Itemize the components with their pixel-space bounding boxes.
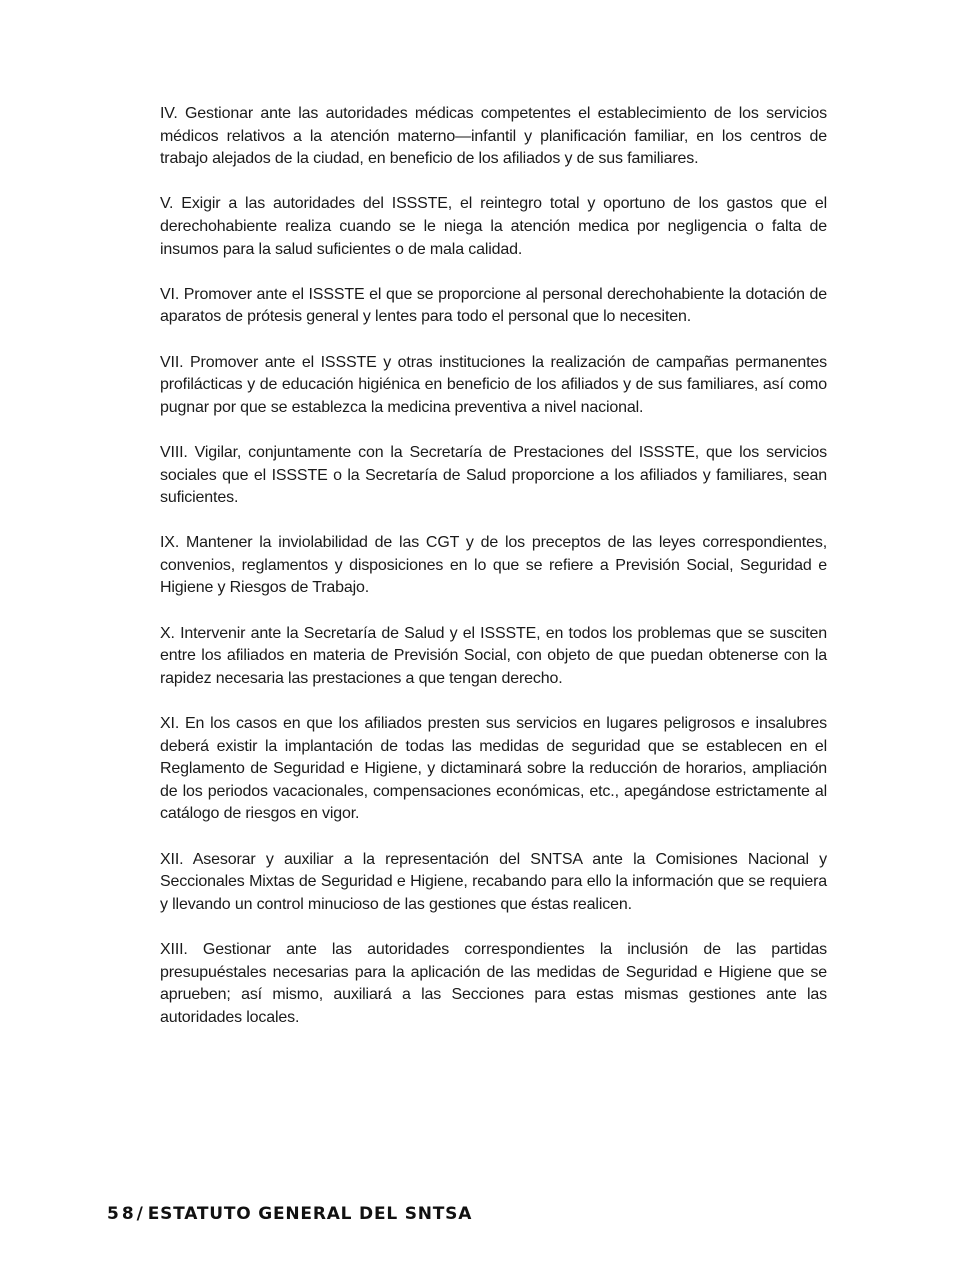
page-number: 58 [107,1204,137,1224]
paragraph-x: X. Intervenir ante la Secretaría de Salud y el ISSSTE, en todos los problemas que se susciten entre los afiliados en materia de Previsión Social, con objeto de que puedan obtenerse con la rapidez necesaria las prestaciones a que tengan derecho. [160,624,827,687]
paragraph-vii: VII. Promover ante el ISSSTE y otras instituciones la realización de campañas permanentes profilácticas y de educación higiénica en beneficio de los afiliados y de sus familiares, así como pugnar por que se establezca la medicina preventiva a nivel nacional. [160,353,827,416]
footer-separator: / [136,1204,144,1224]
paragraph-v: V. Exigir a las autoridades del ISSSTE, el reintegro total y oportuno de los gastos que el derechohabiente realiza cuando se le niega la atención medica por negligencia o falta de insumos para la salud suficientes o de mala calidad. [160,195,827,258]
paragraph-ix: IX. Mantener la inviolabilidad de las CGT y de los preceptos de las leyes correspondientes, convenios, reglamentos y disposiciones en lo que se refiere a Previsión Social, Seguridad e Higiene y Riesgos de Trabajo. [160,534,827,597]
paragraph-vi: VI. Promover ante el ISSSTE el que se proporcione al personal derechohabiente la dotación de aparatos de prótesis general y lentes para todo el personal que lo necesiten. [160,285,827,326]
paragraph-xiii: XIII. Gestionar ante las autoridades correspondientes la inclusión de las partidas presupuéstales necesarias para la aplicación de las medidas de Seguridad e Higiene que se aprueben; así mismo, auxiliará a las Secciones para estas mismas gestiones ante las autoridades locales. [160,940,827,1026]
page-footer [107,1204,472,1224]
paragraph-xii: XII. Asesorar y auxiliar a la representación del SNTSA ante la Comisiones Nacional y Seccionales Mixtas de Seguridad e Higiene, recabando para ello la información que se requiera y llevando un control minucioso de las gestiones que éstas realicen. [160,850,827,913]
paragraph-viii: VIII. Vigilar, conjuntamente con la Secretaría de Prestaciones del ISSSTE, que los servicios sociales que el ISSSTE o la Secretaría de Salud proporcione a los afiliados y familiares, sean suficientes. [160,443,827,507]
document-title: ESTATUTO GENERAL DEL SNTSA [147,1204,473,1224]
document-body [160,103,827,1052]
paragraph-xi: XI. En los casos en que los afiliados presten sus servicios en lugares peligrosos e insalubres deberá existir la implantación de todas las medidas de seguridad que se establecen en el Reglamento de Seguridad e Higiene, y dictaminará sobre la reducción de horarios, ampliación de los periodos vacacionales, compensaciones económicas, etc., apegándose estrictamente al catálogo de riesgos en vigor. [160,715,827,823]
paragraph-iv: IV. Gestionar ante las autoridades médicas competentes el establecimiento de los servicios médicos relativos a la atención materno—infantil y planificación familiar, en los centros de trabajo alejados de la ciudad, en beneficio de los afiliados y de sus familiares. [160,105,827,168]
